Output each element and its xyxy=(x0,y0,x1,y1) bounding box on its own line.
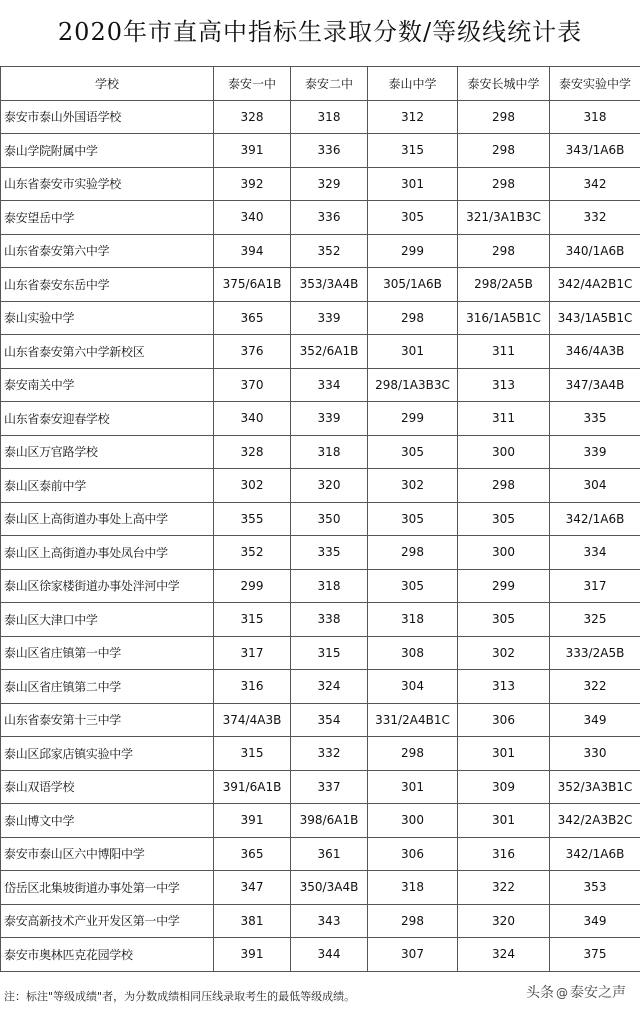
table-row xyxy=(1,268,640,302)
score-cell: 324 xyxy=(291,670,368,704)
column-header: 泰安实验中学 xyxy=(550,67,640,101)
score-cell: 352 xyxy=(291,234,368,268)
table-row xyxy=(1,837,640,871)
score-cell: 339 xyxy=(550,435,640,469)
score-cell: 343/1A6B xyxy=(550,134,640,168)
score-cell: 342/2A3B2C xyxy=(550,804,640,838)
score-cell: 376 xyxy=(214,335,291,369)
school-name-cell: 泰山区省庄镇第一中学 xyxy=(1,636,214,670)
score-cell: 298 xyxy=(458,469,550,503)
score-cell: 306 xyxy=(368,837,458,871)
score-cell: 332 xyxy=(550,201,640,235)
score-cell: 342/1A6B xyxy=(550,837,640,871)
score-cell: 347 xyxy=(214,871,291,905)
school-name-cell: 山东省泰安市实验学校 xyxy=(1,167,214,201)
score-cell: 316/1A5B1C xyxy=(458,301,550,335)
score-cell: 318 xyxy=(550,100,640,134)
score-cell: 355 xyxy=(214,502,291,536)
table-row xyxy=(1,703,640,737)
score-cell: 330 xyxy=(550,737,640,771)
score-cell: 340 xyxy=(214,402,291,436)
score-cell: 318 xyxy=(368,603,458,637)
school-name-cell: 泰山区省庄镇第二中学 xyxy=(1,670,214,704)
score-cell: 298/1A3B3C xyxy=(368,368,458,402)
score-cell: 342/1A6B xyxy=(550,502,640,536)
score-cell: 313 xyxy=(458,670,550,704)
score-cell: 317 xyxy=(214,636,291,670)
score-cell: 305/1A6B xyxy=(368,268,458,302)
school-name-cell: 泰山区泰前中学 xyxy=(1,469,214,503)
score-cell: 370 xyxy=(214,368,291,402)
score-cell: 334 xyxy=(291,368,368,402)
score-cell: 301 xyxy=(368,770,458,804)
score-cell: 346/4A3B xyxy=(550,335,640,369)
table-title: 2020年市直高中指标生录取分数/等级线统计表 xyxy=(57,18,583,46)
score-cell: 318 xyxy=(291,435,368,469)
score-cell: 318 xyxy=(291,569,368,603)
score-cell: 307 xyxy=(368,938,458,972)
school-name-cell: 泰山学院附属中学 xyxy=(1,134,214,168)
score-cell: 394 xyxy=(214,234,291,268)
score-cell: 350/3A4B xyxy=(291,871,368,905)
column-header: 泰安长城中学 xyxy=(458,67,550,101)
score-cell: 361 xyxy=(291,837,368,871)
score-cell: 315 xyxy=(214,737,291,771)
score-cell: 313 xyxy=(458,368,550,402)
score-cell: 347/3A4B xyxy=(550,368,640,402)
score-cell: 375 xyxy=(550,938,640,972)
table-row xyxy=(1,134,640,168)
school-name-cell: 泰安市泰山外国语学校 xyxy=(1,100,214,134)
score-cell: 329 xyxy=(291,167,368,201)
score-cell: 298/2A5B xyxy=(458,268,550,302)
school-name-cell: 山东省泰安第十三中学 xyxy=(1,703,214,737)
score-cell: 301 xyxy=(368,335,458,369)
table-row xyxy=(1,335,640,369)
table-row xyxy=(1,804,640,838)
score-cell: 300 xyxy=(368,804,458,838)
score-cell: 298 xyxy=(458,134,550,168)
column-header: 泰山中学 xyxy=(368,67,458,101)
score-cell: 391 xyxy=(214,804,291,838)
score-cell: 302 xyxy=(214,469,291,503)
score-cell: 299 xyxy=(368,234,458,268)
score-cell: 331/2A4B1C xyxy=(368,703,458,737)
score-cell: 392 xyxy=(214,167,291,201)
score-cell: 311 xyxy=(458,402,550,436)
score-cell: 375/6A1B xyxy=(214,268,291,302)
school-name-cell: 泰安市奥林匹克花园学校 xyxy=(1,938,214,972)
table-row xyxy=(1,301,640,335)
score-cell: 352/3A3B1C xyxy=(550,770,640,804)
table-row xyxy=(1,737,640,771)
score-cell: 299 xyxy=(458,569,550,603)
table-row xyxy=(1,603,640,637)
school-name-cell: 泰山博文中学 xyxy=(1,804,214,838)
column-header: 泰安二中 xyxy=(291,67,368,101)
score-cell: 340/1A6B xyxy=(550,234,640,268)
watermark xyxy=(526,982,626,1002)
score-table xyxy=(0,66,640,972)
score-cell: 318 xyxy=(368,871,458,905)
school-name-cell: 山东省泰安东岳中学 xyxy=(1,268,214,302)
score-cell: 298 xyxy=(368,737,458,771)
score-cell: 333/2A5B xyxy=(550,636,640,670)
score-cell: 328 xyxy=(214,100,291,134)
score-cell: 300 xyxy=(458,435,550,469)
school-name-cell: 山东省泰安第六中学 xyxy=(1,234,214,268)
table-row xyxy=(1,871,640,905)
score-cell: 335 xyxy=(291,536,368,570)
table-row xyxy=(1,234,640,268)
table-row xyxy=(1,636,640,670)
school-name-cell: 泰山区上高街道办事处上高中学 xyxy=(1,502,214,536)
score-cell: 299 xyxy=(368,402,458,436)
score-cell: 300 xyxy=(458,536,550,570)
table-header xyxy=(1,67,640,101)
score-cell: 398/6A1B xyxy=(291,804,368,838)
score-cell: 318 xyxy=(291,100,368,134)
score-cell: 321/3A1B3C xyxy=(458,201,550,235)
table-row xyxy=(1,100,640,134)
school-name-cell: 山东省泰安迎春学校 xyxy=(1,402,214,436)
watermark-handle: 泰安之声 xyxy=(570,985,626,1001)
score-cell: 312 xyxy=(368,100,458,134)
column-header: 学校 xyxy=(1,67,214,101)
school-name-cell: 泰山区大津口中学 xyxy=(1,603,214,637)
footnote: 注：标注"等级成绩"者，为分数成绩相同压线录取考生的最低等级成绩。 xyxy=(4,990,356,1003)
score-cell: 298 xyxy=(368,301,458,335)
school-name-cell: 岱岳区北集坡街道办事处第一中学 xyxy=(1,871,214,905)
school-name-cell: 泰山实验中学 xyxy=(1,301,214,335)
score-cell: 350 xyxy=(291,502,368,536)
score-cell: 298 xyxy=(368,536,458,570)
score-cell: 342 xyxy=(550,167,640,201)
school-name-cell: 泰山区徐家楼街道办事处泮河中学 xyxy=(1,569,214,603)
table-row xyxy=(1,435,640,469)
score-cell: 381 xyxy=(214,904,291,938)
score-cell: 315 xyxy=(214,603,291,637)
school-name-cell: 泰山区上高街道办事处凤台中学 xyxy=(1,536,214,570)
school-name-cell: 泰山区万官路学校 xyxy=(1,435,214,469)
score-cell: 301 xyxy=(368,167,458,201)
table-row xyxy=(1,770,640,804)
score-cell: 338 xyxy=(291,603,368,637)
score-cell: 365 xyxy=(214,837,291,871)
school-name-cell: 泰安南关中学 xyxy=(1,368,214,402)
score-cell: 343/1A5B1C xyxy=(550,301,640,335)
column-header: 泰安一中 xyxy=(214,67,291,101)
school-name-cell: 山东省泰安第六中学新校区 xyxy=(1,335,214,369)
score-cell: 315 xyxy=(368,134,458,168)
score-cell: 301 xyxy=(458,804,550,838)
table-row xyxy=(1,201,640,235)
school-name-cell: 泰安望岳中学 xyxy=(1,201,214,235)
score-cell: 299 xyxy=(214,569,291,603)
score-cell: 315 xyxy=(291,636,368,670)
score-cell: 305 xyxy=(368,569,458,603)
school-name-cell: 泰安市泰山区六中博阳中学 xyxy=(1,837,214,871)
score-cell: 309 xyxy=(458,770,550,804)
score-cell: 322 xyxy=(550,670,640,704)
score-cell: 339 xyxy=(291,402,368,436)
score-cell: 340 xyxy=(214,201,291,235)
score-cell: 328 xyxy=(214,435,291,469)
score-cell: 305 xyxy=(368,435,458,469)
score-cell: 304 xyxy=(550,469,640,503)
school-name-cell: 泰山双语学校 xyxy=(1,770,214,804)
table-row xyxy=(1,469,640,503)
score-cell: 374/4A3B xyxy=(214,703,291,737)
school-name-cell: 泰山区邱家店镇实验中学 xyxy=(1,737,214,771)
score-cell: 305 xyxy=(368,502,458,536)
score-cell: 332 xyxy=(291,737,368,771)
score-cell: 353 xyxy=(550,871,640,905)
score-cell: 344 xyxy=(291,938,368,972)
score-cell: 336 xyxy=(291,134,368,168)
school-name-cell: 泰安高新技术产业开发区第一中学 xyxy=(1,904,214,938)
table-row xyxy=(1,368,640,402)
score-cell: 335 xyxy=(550,402,640,436)
score-cell: 305 xyxy=(368,201,458,235)
score-cell: 391 xyxy=(214,134,291,168)
score-cell: 322 xyxy=(458,871,550,905)
table-row xyxy=(1,938,640,972)
table-row xyxy=(1,670,640,704)
score-cell: 298 xyxy=(368,904,458,938)
score-cell: 301 xyxy=(458,737,550,771)
score-cell: 349 xyxy=(550,703,640,737)
score-cell: 298 xyxy=(458,100,550,134)
score-cell: 316 xyxy=(214,670,291,704)
score-cell: 352/6A1B xyxy=(291,335,368,369)
score-cell: 325 xyxy=(550,603,640,637)
score-cell: 337 xyxy=(291,770,368,804)
score-cell: 308 xyxy=(368,636,458,670)
table-row xyxy=(1,167,640,201)
table-row xyxy=(1,536,640,570)
score-cell: 298 xyxy=(458,234,550,268)
score-cell: 298 xyxy=(458,167,550,201)
score-cell: 305 xyxy=(458,603,550,637)
score-cell: 339 xyxy=(291,301,368,335)
score-cell: 336 xyxy=(291,201,368,235)
score-cell: 343 xyxy=(291,904,368,938)
table-row xyxy=(1,904,640,938)
score-cell: 354 xyxy=(291,703,368,737)
score-cell: 305 xyxy=(458,502,550,536)
score-cell: 302 xyxy=(458,636,550,670)
score-cell: 311 xyxy=(458,335,550,369)
score-cell: 342/4A2B1C xyxy=(550,268,640,302)
score-cell: 317 xyxy=(550,569,640,603)
score-cell: 334 xyxy=(550,536,640,570)
score-cell: 324 xyxy=(458,938,550,972)
score-cell: 365 xyxy=(214,301,291,335)
at-icon: @ xyxy=(556,986,568,1000)
score-cell: 306 xyxy=(458,703,550,737)
table-row xyxy=(1,502,640,536)
header-row xyxy=(1,67,640,101)
table-row xyxy=(1,402,640,436)
score-cell: 349 xyxy=(550,904,640,938)
table-body xyxy=(1,100,640,971)
score-cell: 316 xyxy=(458,837,550,871)
score-cell: 353/3A4B xyxy=(291,268,368,302)
table-row xyxy=(1,569,640,603)
score-cell: 352 xyxy=(214,536,291,570)
score-cell: 302 xyxy=(368,469,458,503)
score-cell: 304 xyxy=(368,670,458,704)
score-cell: 320 xyxy=(458,904,550,938)
score-cell: 391 xyxy=(214,938,291,972)
watermark-prefix: 头条 xyxy=(526,985,554,1001)
score-cell: 320 xyxy=(291,469,368,503)
score-cell: 391/6A1B xyxy=(214,770,291,804)
